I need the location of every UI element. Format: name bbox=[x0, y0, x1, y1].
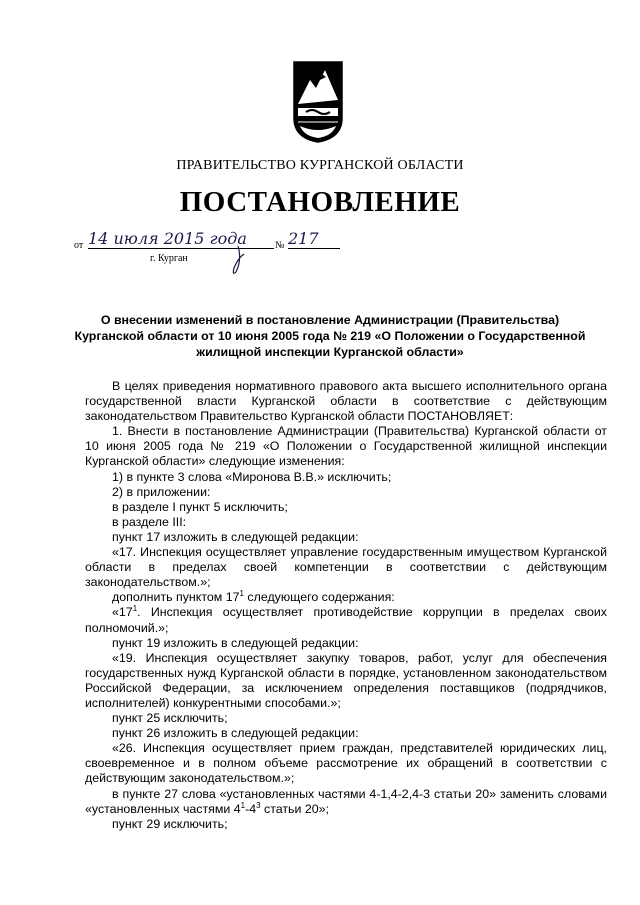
paragraph: пункт 26 изложить в следующей редакции: bbox=[112, 726, 359, 741]
document-subject: О внесении изменений в постановление Администрации (Правительства) Курганской области от 10 июня 2005 года № 219 «О Положении о Государственной жилищной инспекции Курганской области» bbox=[74, 313, 586, 359]
paragraph: пункт 19 изложить в следующей редакции: bbox=[112, 635, 359, 650]
paragraph: пункт 17 изложить в следующей редакции: bbox=[112, 529, 359, 544]
handwriting-flourish bbox=[228, 244, 248, 278]
paragraph bbox=[85, 590, 607, 605]
paragraph: «17. Инспекция осуществляет управление государственным имуществом Курганской области в пределах своей компетенции в соответствии с действующим законодательством.»; bbox=[85, 545, 607, 590]
text-run: -4 bbox=[245, 801, 257, 816]
text-run: следующего содержания: bbox=[243, 590, 395, 605]
paragraph bbox=[85, 605, 607, 635]
paragraph: 1. Внести в постановление Администрации (Правительства) Курганской области от 10 июня 2005 года № 219 «О Положении о Государственной жилищной инспекции Курганской области» следующие изменения: bbox=[85, 424, 607, 469]
document-type: ПОСТАНОВЛЕНИЕ bbox=[179, 186, 461, 218]
text-run: . Инспекция осуществляет противодействие коррупции в пределах своих полномочий.»; bbox=[85, 605, 607, 635]
date-prefix: от bbox=[74, 240, 84, 251]
paragraph: пункт 29 исключить; bbox=[112, 816, 228, 831]
paragraph: в разделе I пункт 5 исключить; bbox=[112, 499, 288, 514]
organization-name: ПРАВИТЕЛЬСТВО КУРГАНСКОЙ ОБЛАСТИ bbox=[176, 158, 464, 173]
paragraph: пункт 25 исключить; bbox=[112, 711, 228, 726]
paragraph: в разделе III: bbox=[112, 514, 187, 529]
paragraph: «19. Инспекция осуществляет закупку товаров, работ, услуг для обеспечения государственных нужд Курганской области в порядке, установленном законодательством Российской Федерации, за исключением определения поставщиков (подрядчиков, исполнителей) конкурентными способами.»; bbox=[85, 650, 607, 710]
paragraph bbox=[85, 787, 607, 817]
text-run: дополнить пунктом 17 bbox=[112, 590, 240, 605]
city-label: г. Курган bbox=[150, 253, 188, 264]
date-number-row bbox=[70, 229, 370, 276]
text-run: «17 bbox=[112, 605, 133, 620]
paragraph: 1) в пункте 3 слова «Миронова В.В.» исключить; bbox=[112, 469, 392, 484]
paragraph: «26. Инспекция осуществляет прием граждан, представителей юридических лиц, своевременное и в полном объеме рассмотрение их обращений в соответствии с действующим законодательством.»; bbox=[85, 741, 607, 786]
paragraph: 2) в приложении: bbox=[112, 484, 211, 499]
handwritten-date: 14 июля 2015 года bbox=[88, 230, 274, 249]
document-body bbox=[85, 379, 607, 832]
number-prefix: № bbox=[275, 240, 285, 251]
kurgan-coat-of-arms-icon bbox=[292, 60, 344, 144]
text-run: в пункте 27 слова «установленных частями 4-1,4-2,4-3 статьи 20» заменить словами «установленных частями 4 bbox=[85, 786, 607, 816]
superscript: 1 bbox=[240, 800, 246, 810]
superscript: 1 bbox=[239, 589, 244, 599]
handwritten-number: 217 bbox=[288, 230, 340, 249]
paragraph: В целях приведения нормативного правового акта высшего исполнительного органа государственной власти Курганской области в соответствие с действующим законодательством Правительство Курганской области ПОСТАНОВЛЯЕТ: bbox=[85, 379, 607, 424]
text-run: статьи 20»; bbox=[260, 801, 329, 816]
superscript: 3 bbox=[256, 800, 261, 810]
superscript: 1 bbox=[132, 604, 138, 614]
